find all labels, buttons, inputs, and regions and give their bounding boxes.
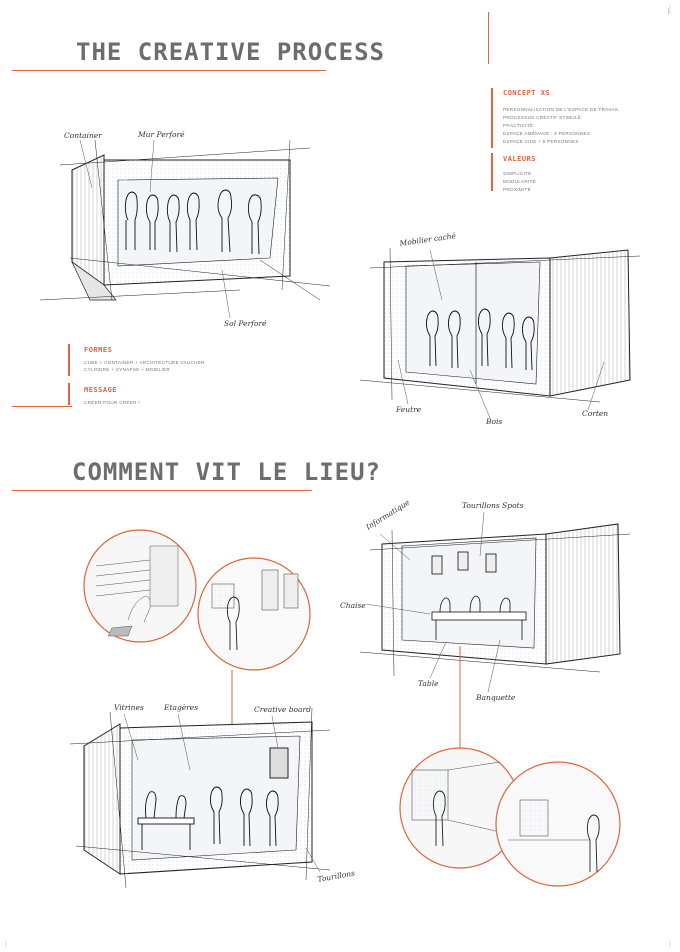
- label-sol-perfore: Sol Perforé: [224, 319, 267, 328]
- concept-line: ESPACE VIDE + 5 PERSONNES: [503, 139, 579, 144]
- valeurs-line: MODULARITÉ: [503, 179, 537, 184]
- concept-line: ESPACE AMÉNAGÉ : 5 PERSONNES: [503, 131, 591, 136]
- label-corten: Corten: [582, 409, 609, 418]
- detail-circle-4: [496, 762, 620, 886]
- container-sketch-2: [360, 248, 640, 402]
- container-sketch-3: [360, 524, 630, 676]
- label-bois: Bois: [486, 417, 503, 426]
- label-tourillons: Tourillons: [316, 868, 356, 884]
- valeurs-heading: VALEURS: [503, 155, 537, 163]
- label-etageres: Etagères: [164, 703, 199, 712]
- container-sketch-4: [70, 708, 330, 888]
- label-feutre: Feutre: [396, 405, 422, 414]
- label-creative-board: Creative board: [254, 705, 311, 714]
- message-heading: MESSAGE: [84, 386, 118, 394]
- detail-circle-1: [84, 530, 196, 642]
- label-container: Container: [64, 131, 102, 140]
- formes-line: CUBE + CONTAINER + ARCHITECTURE VAUCHER: [84, 360, 205, 365]
- concept-heading: CONCEPT XS: [503, 89, 551, 97]
- label-mur-perfore: Mur Perforé: [138, 130, 185, 139]
- container-sketch-1: [40, 140, 330, 300]
- label-informatique: Informatique: [364, 497, 412, 532]
- concept-line: PRACTICITÉ: [503, 123, 534, 128]
- concept-line: PROCESSUS CRÉATIF STIMULÉ: [503, 115, 582, 120]
- valeurs-line: SIMPLICITÉ: [503, 171, 532, 176]
- formes-heading: FORMES: [84, 346, 113, 354]
- label-tourillons-spots: Tourillons Spots: [462, 501, 524, 510]
- formes-line: CYLINDRE + SYNAPSE + MOBILIER: [84, 367, 171, 372]
- section-title: COMMENT VIT LE LIEU?: [72, 458, 381, 486]
- label-vitrines: Vitrines: [114, 703, 144, 712]
- concept-line: PERSONNALISATION DE L'ESPACE DE TRAVAIL: [503, 107, 620, 112]
- label-mobilier-cache: Mobilier caché: [399, 231, 457, 248]
- label-banquette: Banquette: [476, 693, 516, 702]
- valeurs-line: PROXIMITÉ: [503, 187, 531, 192]
- page-title: THE CREATIVE PROCESS: [76, 38, 385, 66]
- label-table: Table: [418, 679, 439, 688]
- label-chaise: Chaise: [340, 601, 366, 610]
- message-line: CRÉER POUR CRÉER !: [84, 400, 140, 405]
